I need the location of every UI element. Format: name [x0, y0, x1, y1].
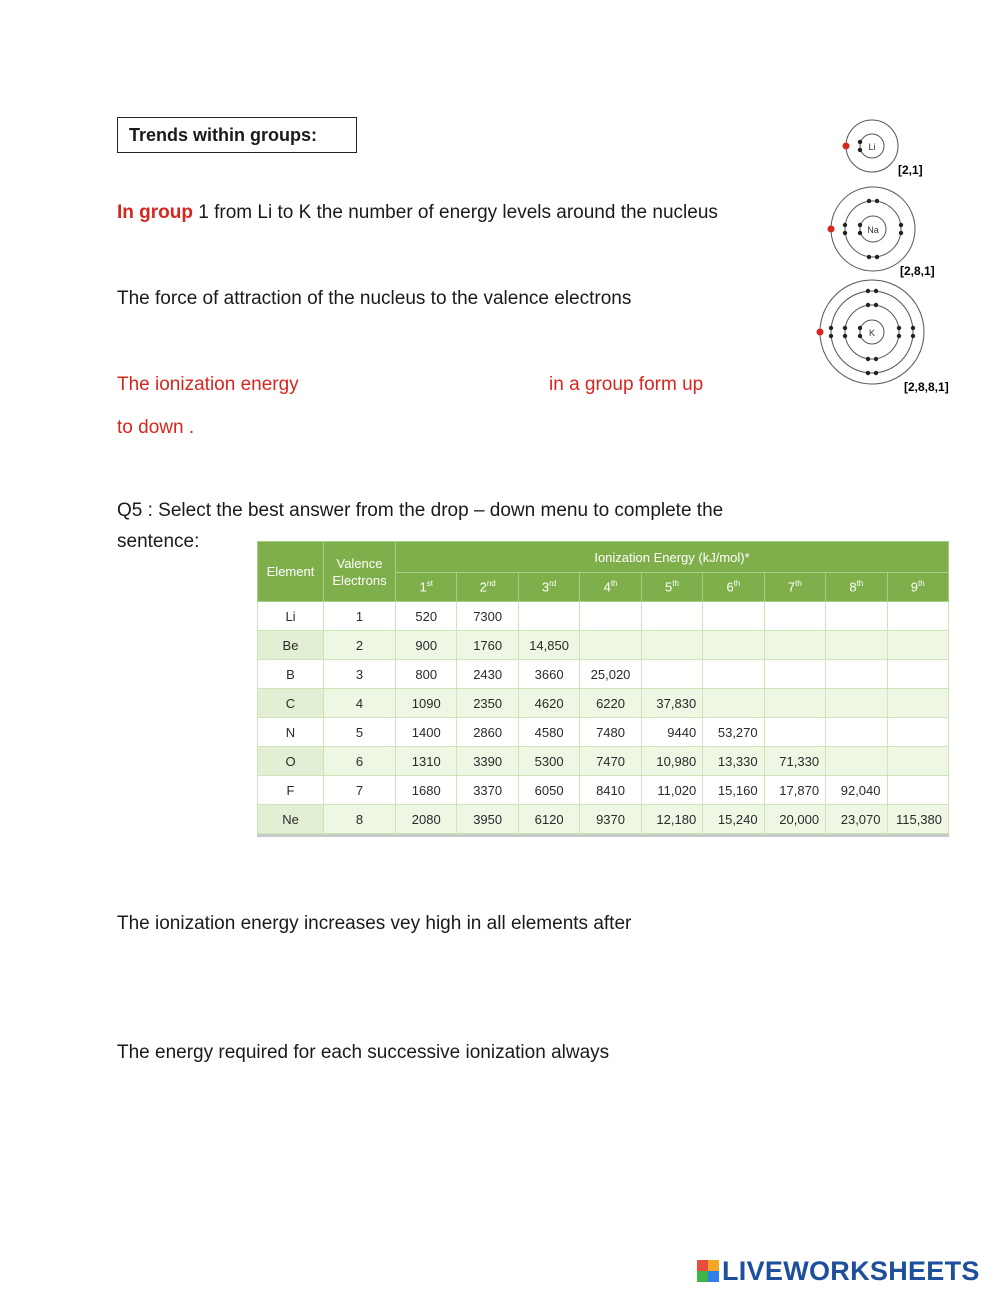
valence-cell: 6 [324, 747, 396, 776]
header-ionization-energy: Ionization Energy (kJ/mol)* [396, 542, 949, 573]
ionization-energy-cell: 2350 [457, 689, 518, 718]
ionization-energy-cell: 115,380 [887, 805, 949, 834]
ionization-energy-cell [826, 631, 887, 660]
ionization-energy-sentence-c: to down . [117, 417, 195, 438]
ionization-energy-cell: 3660 [518, 660, 579, 689]
lithium-symbol: Li [868, 142, 876, 152]
ionization-energy-cell: 3950 [457, 805, 518, 834]
ionization-energy-cell [764, 602, 825, 631]
in-group-label: In group [117, 202, 193, 223]
valence-cell: 1 [324, 602, 396, 631]
ionization-energy-cell [826, 660, 887, 689]
ionization-energy-cell: 1760 [457, 631, 518, 660]
ionization-energy-cell: 5300 [518, 747, 579, 776]
ionization-energy-cell: 800 [396, 660, 457, 689]
element-cell: N [258, 718, 324, 747]
header-ionization-2: 2nd [457, 573, 518, 602]
ionization-energy-cell [887, 660, 949, 689]
header-ionization-7: 7th [764, 573, 825, 602]
element-cell: Li [258, 602, 324, 631]
ionization-energy-cell: 9370 [580, 805, 641, 834]
ionization-energy-table [257, 541, 949, 834]
valence-cell: 8 [324, 805, 396, 834]
ionization-energy-cell [826, 689, 887, 718]
q5-instruction-continued: sentence: [117, 531, 200, 552]
ionization-energy-cell: 10,980 [641, 747, 702, 776]
ionization-energy-sentence-a: The ionization energy [117, 374, 299, 395]
table-row [258, 718, 949, 747]
header-ionization-4: 4th [580, 573, 641, 602]
ionization-energy-cell: 520 [396, 602, 457, 631]
lithium-atom-diagram [843, 120, 899, 172]
ionization-energy-cell: 15,160 [703, 776, 764, 805]
element-cell: B [258, 660, 324, 689]
ionization-energy-cell: 14,850 [518, 631, 579, 660]
energy-required-sentence: The energy required for each successive ionization always [117, 1042, 610, 1063]
valence-cell: 3 [324, 660, 396, 689]
sodium-config: [2,8,1] [900, 264, 935, 278]
group-trend-text: 1 from Li to K the number of energy levels around the nucleus [192, 202, 718, 223]
ionization-energy-cell: 53,270 [703, 718, 764, 747]
ionization-energy-cell [580, 631, 641, 660]
header-ionization-8: 8th [826, 573, 887, 602]
ionization-energy-cell: 11,020 [641, 776, 702, 805]
ionization-energy-cell: 2430 [457, 660, 518, 689]
liveworksheets-logo [697, 1256, 980, 1286]
table-row [258, 631, 949, 660]
header-valence: Valence Electrons [324, 542, 396, 602]
valence-cell: 2 [324, 631, 396, 660]
ionization-energy-cell [641, 602, 702, 631]
ionization-energy-cell: 23,070 [826, 805, 887, 834]
ionization-energy-cell: 1090 [396, 689, 457, 718]
ionization-energy-cell: 12,180 [641, 805, 702, 834]
table-row [258, 776, 949, 805]
header-ionization-5: 5th [641, 573, 702, 602]
section-title: Trends within groups: [117, 117, 357, 153]
element-cell: O [258, 747, 324, 776]
element-cell: F [258, 776, 324, 805]
ionization-energy-cell [887, 631, 949, 660]
ionization-energy-cell: 3370 [457, 776, 518, 805]
header-ionization-3: 3rd [518, 573, 579, 602]
ionization-energy-cell: 1680 [396, 776, 457, 805]
ionization-energy-cell: 4580 [518, 718, 579, 747]
ionization-energy-cell: 1310 [396, 747, 457, 776]
ionization-energy-cell [703, 689, 764, 718]
successive-ie-sentence: The ionization energy increases vey high in all elements after [117, 913, 632, 934]
element-cell: C [258, 689, 324, 718]
ionization-energy-cell: 2860 [457, 718, 518, 747]
liveworksheets-logo-text: LIVEWORKSHEETS [722, 1255, 980, 1286]
ionization-energy-cell: 7300 [457, 602, 518, 631]
valence-cell: 5 [324, 718, 396, 747]
ionization-energy-cell: 6220 [580, 689, 641, 718]
ionization-energy-cell: 15,240 [703, 805, 764, 834]
sodium-atom-diagram [828, 187, 916, 271]
table-row [258, 660, 949, 689]
ionization-energy-cell [764, 631, 825, 660]
ionization-energy-cell: 20,000 [764, 805, 825, 834]
element-cell: Be [258, 631, 324, 660]
header-ionization-6: 6th [703, 573, 764, 602]
header-ionization-9: 9th [887, 573, 949, 602]
ionization-energy-cell: 25,020 [580, 660, 641, 689]
valence-cell: 4 [324, 689, 396, 718]
ionization-energy-cell: 17,870 [764, 776, 825, 805]
ionization-energy-cell: 71,330 [764, 747, 825, 776]
potassium-config: [2,8,8,1] [904, 380, 949, 394]
ionization-energy-cell [887, 747, 949, 776]
ionization-energy-cell [703, 631, 764, 660]
ionization-energy-cell [703, 660, 764, 689]
ionization-energy-cell: 9440 [641, 718, 702, 747]
table-row [258, 747, 949, 776]
header-element: Element [258, 542, 324, 602]
ionization-energy-cell: 8410 [580, 776, 641, 805]
ionization-energy-cell [826, 602, 887, 631]
ionization-energy-cell: 6050 [518, 776, 579, 805]
ionization-energy-cell [887, 718, 949, 747]
ionization-energy-sentence-b: in a group form up [549, 374, 704, 395]
ionization-energy-cell [703, 602, 764, 631]
potassium-atom-diagram [817, 280, 925, 384]
valence-cell: 7 [324, 776, 396, 805]
table-row [258, 689, 949, 718]
table-row [258, 805, 949, 834]
ionization-energy-cell: 2080 [396, 805, 457, 834]
force-of-attraction-sentence: The force of attraction of the nucleus to the valence electrons [117, 288, 632, 309]
element-cell: Ne [258, 805, 324, 834]
sodium-symbol: Na [867, 225, 879, 235]
ionization-energy-cell [826, 747, 887, 776]
ionization-energy-cell: 37,830 [641, 689, 702, 718]
ionization-energy-cell [887, 602, 949, 631]
ionization-energy-cell [764, 718, 825, 747]
lithium-config: [2,1] [898, 163, 923, 177]
ionization-energy-cell: 13,330 [703, 747, 764, 776]
ionization-energy-cell: 6120 [518, 805, 579, 834]
liveworksheets-logo-icon [697, 1260, 719, 1282]
ionization-energy-cell: 7470 [580, 747, 641, 776]
table-row [258, 602, 949, 631]
ionization-energy-cell [887, 776, 949, 805]
ionization-energy-cell [580, 602, 641, 631]
ionization-energy-cell [887, 689, 949, 718]
ionization-energy-cell: 92,040 [826, 776, 887, 805]
header-ionization-1: 1st [396, 573, 457, 602]
q5-instruction: Q5 : Select the best answer from the drop – down menu to complete the [117, 500, 724, 521]
group-trend-sentence [117, 201, 718, 225]
atom-diagrams [810, 118, 980, 408]
ionization-energy-cell: 3390 [457, 747, 518, 776]
ionization-energy-cell: 1400 [396, 718, 457, 747]
ionization-energy-cell [764, 689, 825, 718]
ionization-energy-cell [641, 660, 702, 689]
ionization-energy-cell [826, 718, 887, 747]
potassium-symbol: K [868, 328, 876, 338]
ionization-energy-cell [764, 660, 825, 689]
ionization-energy-cell: 900 [396, 631, 457, 660]
ionization-energy-cell [641, 631, 702, 660]
ionization-energy-cell [518, 602, 579, 631]
ionization-energy-cell: 4620 [518, 689, 579, 718]
ionization-energy-cell: 7480 [580, 718, 641, 747]
